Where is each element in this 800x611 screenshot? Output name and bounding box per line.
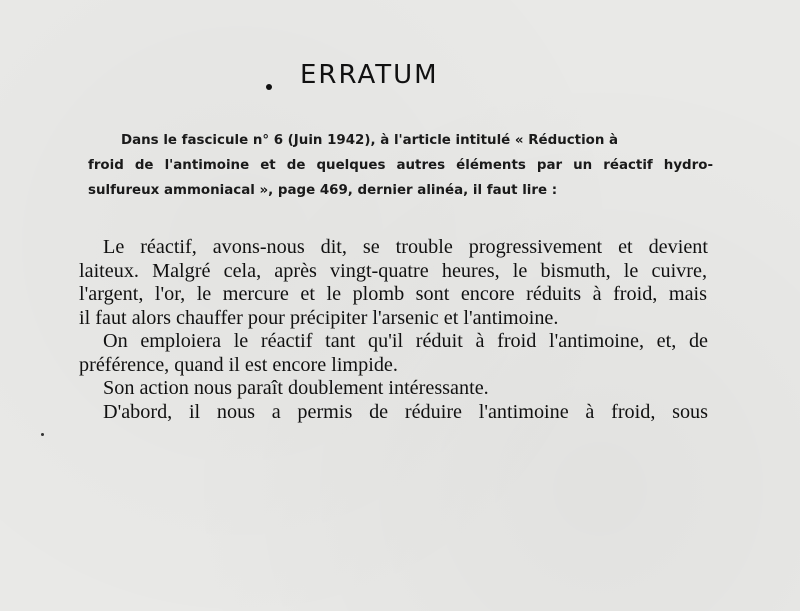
intro-first-line: Dans le fascicule n° 6 (Juin 1942), à l'article intitulé « Réduction à	[121, 133, 619, 148]
body-line: il faut alors chauffer pour précipiter l'arsenic et l'antimoine.	[79, 306, 559, 329]
corrected-paragraph	[79, 236, 708, 424]
body-line: Son action nous paraît doublement intéressante.	[103, 377, 489, 399]
body-line: préférence, quand il est encore limpide.	[79, 353, 398, 376]
bullet-dot	[266, 84, 272, 90]
body-line: laiteux. Malgré cela, après vingt-quatre heures, le bismuth, le cuivre,	[79, 259, 707, 282]
body-line: Le réactif, avons-nous dit, se trouble progressivement et devient	[103, 236, 708, 258]
body-line: l'argent, l'or, le mercure et le plomb sont encore réduits à froid, mais	[79, 283, 707, 305]
erratum-title: ERRATUM	[300, 60, 439, 90]
paper-speck	[41, 433, 44, 436]
erratum-intro	[88, 128, 713, 203]
body-line: D'abord, il nous a permis de réduire l'antimoine à froid, sous	[103, 400, 708, 423]
intro-continuation: froid de l'antimoine et de quelques autres éléments par un réactif hydro-sulfureux ammoniacal », page 469, dernier alinéa, il faut lire :	[88, 158, 713, 198]
body-line: On emploiera le réactif tant qu'il réduit à froid l'antimoine, et, de	[103, 330, 708, 352]
